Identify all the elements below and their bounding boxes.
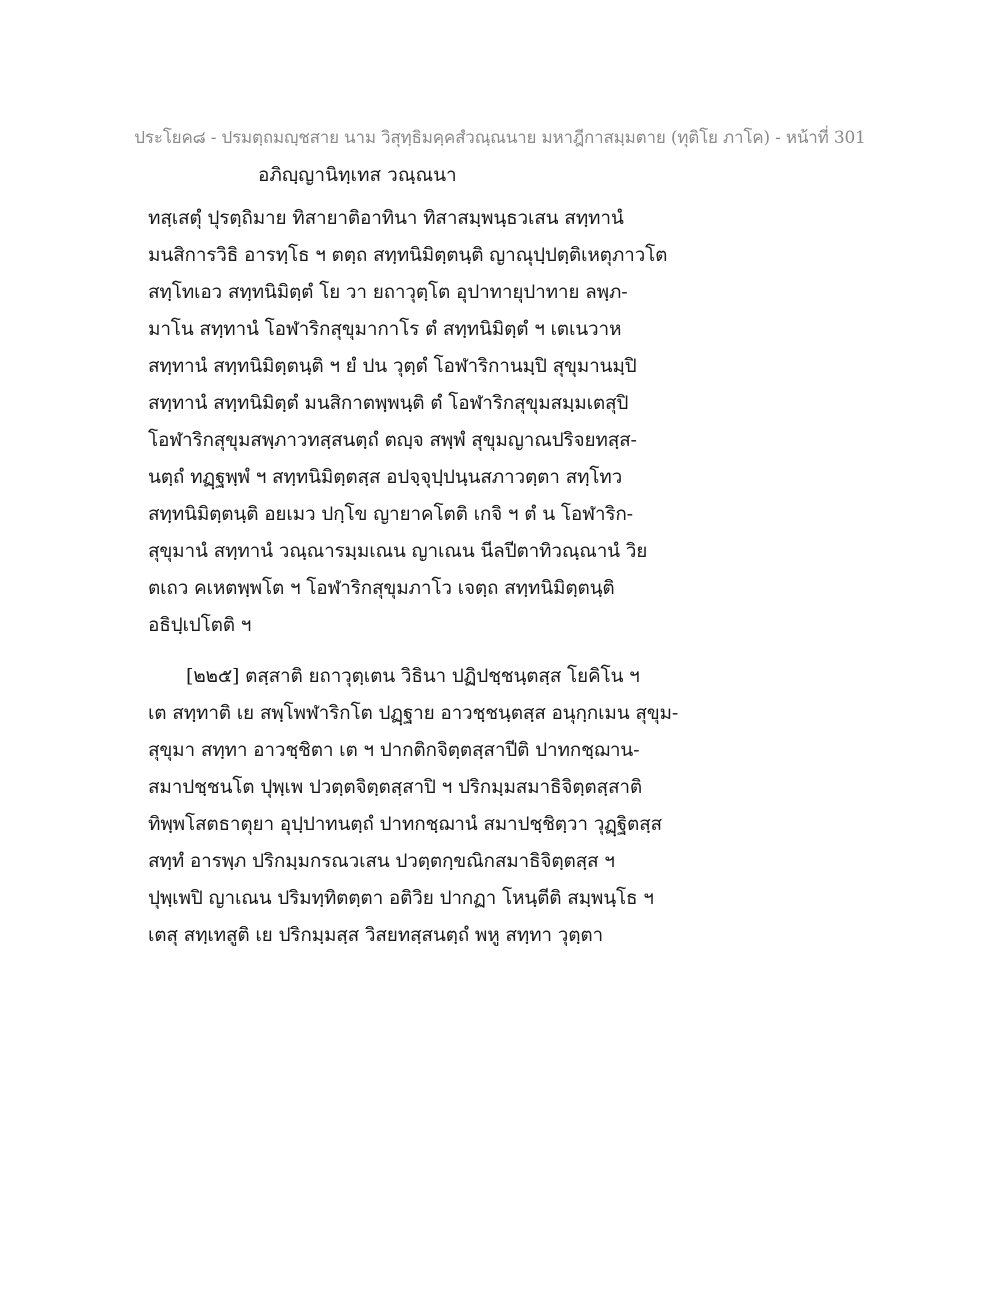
body-text bbox=[148, 200, 708, 954]
text-line: สุขุมา สทฺทา อาวชฺชิตา เต ฯ ปากติกจิตฺตสฺสาปีติ ปาทกชฺฌาน- bbox=[148, 739, 640, 761]
paragraph-2 bbox=[148, 658, 708, 954]
text-line: สทฺโทเอว สทฺทนิมิตฺตํ โย วา ยถาวุตฺโต อุปาทายุปาทาย ลพฺภ- bbox=[148, 281, 628, 303]
text-line: สุขุมานํ สทฺทานํ วณฺณารมฺมเณน ญาเณน นีลปีตาทิวณฺณานํ วิย bbox=[148, 540, 648, 562]
text-line: ตเถว คเหตพฺพโต ฯ โอฬาริกสุขุมภาโว เจตฺถ สทฺทนิมิตฺตนฺติ bbox=[148, 577, 615, 599]
text-line: ทสฺเสตุํ ปุรตฺถิมาย ทิสายาติอาทินา ทิสาสมฺพนฺธวเสน สทฺทานํ bbox=[148, 207, 624, 229]
text-line: สทฺทานํ สทฺทนิมิตฺตนฺติ ฯ ยํ ปน วุตฺตํ โอฬาริกานมฺปิ สุขุมานมฺปิ bbox=[148, 355, 637, 377]
text-line: สมาปชฺชนโต ปุพฺเพ ปวตฺตจิตฺตสฺสาปิ ฯ ปริกมฺมสมาธิจิตฺตสฺสาติ bbox=[148, 776, 642, 798]
text-line: มนสิการวิธิ อารทฺโธ ฯ ตตฺถ สทฺทนิมิตฺตนฺติ ญาณุปฺปตฺติเหตุภาวโต bbox=[148, 244, 668, 266]
text-line: โอฬาริกสุขุมสพฺภาวทสฺสนตฺถํ ตญฺจ สพฺพํ สุขุมญาณปริจยทสฺส- bbox=[148, 429, 637, 451]
text-line: [๒๒๕] ตสฺสาติ ยถาวุตฺเตน วิธินา ปฏิปชฺชนฺตสฺส โยคิโน ฯ bbox=[186, 665, 640, 687]
paragraph-1 bbox=[148, 200, 708, 644]
section-title: อภิญฺญานิทฺเทส วณฺณนา bbox=[258, 164, 457, 186]
text-line: ปุพฺเพปิ ญาเณน ปริมทฺทิตตฺตา อติวิย ปากฏา โหนฺตีติ สมฺพนฺโธ ฯ bbox=[148, 887, 654, 909]
text-line: สทฺทนิมิตฺตนฺติ อยเมว ปกฺโข ญายาคโตติ เกจิ ฯ ตํ น โอฬาริก- bbox=[148, 503, 633, 525]
paragraph-gap bbox=[148, 644, 708, 658]
text-line: มาโน สทฺทานํ โอฬาริกสุขุมากาโร ตํ สทฺทนิมิตฺตํ ฯ เตเนวาห bbox=[148, 318, 622, 340]
text-line: อธิปฺเปโตติ ฯ bbox=[148, 614, 252, 636]
text-line: สทฺทํ อารพฺภ ปริกมฺมกรณวเสน ปวตฺตกฺขณิกสมาธิจิตฺตสฺส ฯ bbox=[148, 850, 615, 872]
text-line: เตสุ สทฺเทสูติ เย ปริกมฺมสฺส วิสยทสฺสนตฺถํ พหู สทฺทา วุตฺตา bbox=[148, 924, 603, 946]
text-line: นตฺถํ ทฏฺฐพฺพํ ฯ สทฺทนิมิตฺตสฺส อปจฺจุปฺปนฺนสภาวตฺตา สทฺโทว bbox=[148, 466, 623, 488]
text-line: สทฺทานํ สทฺทนิมิตฺตํ มนสิกาตพฺพนฺติ ตํ โอฬาริกสุขุมสมฺมเตสุปิ bbox=[148, 392, 629, 414]
page-header: ประโยค๘ - ปรมตฺถมญฺชสาย นาม วิสุทฺธิมคฺคสํวณฺณนาย มหาฎีกาสมฺมตาย (ทุติโย ภาโค) - หน้าที่ 301 bbox=[134, 128, 866, 148]
text-line: ทิพฺพโสตธาตุยา อุปฺปาทนตฺถํ ปาทกชฺฌานํ สมาปชฺชิตฺวา วุฏฺฐิตสฺส bbox=[148, 813, 662, 835]
text-line: เต สทฺทาติ เย สพฺโพฬาริกโต ปฏฺฐาย อาวชฺชนฺตสฺส อนุกฺกเมน สุขุม- bbox=[148, 702, 679, 724]
